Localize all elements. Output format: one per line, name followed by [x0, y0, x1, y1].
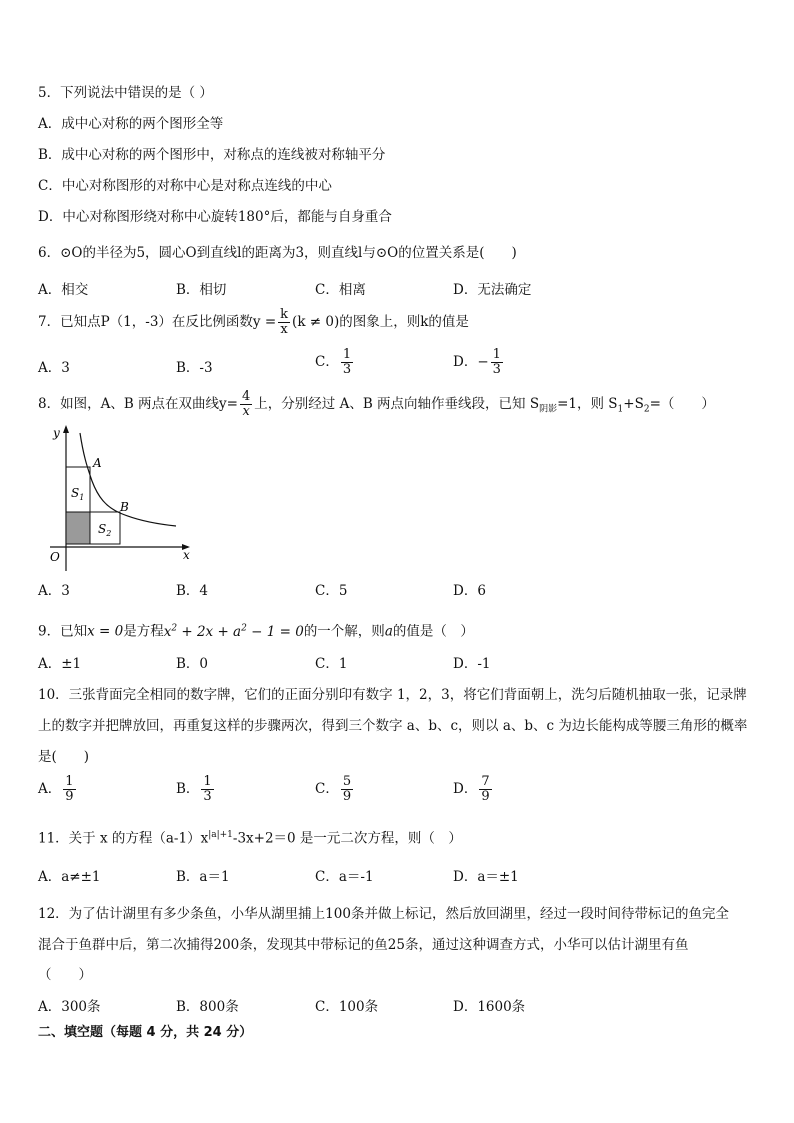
q12-option-a: A．300条: [38, 999, 101, 1015]
q8-option-b: B．4: [176, 583, 209, 599]
q7-option-b: B．-3: [176, 360, 213, 376]
q9-stem: 9．已知x = 0是方程$x^2 + 2x + a^2 - 1 = 0$的一个解，则a的值是（ ）: [38, 623, 474, 640]
s1-label: $S_1$: [71, 486, 85, 502]
q12-line2: 混合于鱼群中后，第二次捕得200条，发现其中带标记的鱼25条，通过这种调查方式，小华可以估计湖里有鱼: [38, 937, 689, 953]
hyperbola-graph: [36, 425, 196, 575]
q10-option-c: C． $\frac{5}{9}$: [315, 774, 352, 804]
q6-option-b: B．相切: [176, 282, 227, 298]
q9-option-a: A．±1: [38, 656, 82, 672]
q12-line3: （ ）: [38, 967, 92, 983]
s2-label: $S_2$: [98, 522, 112, 538]
q9-option-c: C．1: [315, 656, 348, 672]
point-a-label: A: [93, 456, 102, 470]
q12-option-d: D．1600条: [453, 999, 526, 1015]
q9-condition: x = 0: [87, 623, 124, 640]
section-2-heading: 二、填空题（每题 4 分，共 24 分）: [38, 1025, 253, 1040]
q7-stem: [38, 308, 469, 337]
q8-option-a: A．3: [38, 583, 70, 599]
q8-option-d: D．6: [453, 583, 486, 599]
q7-option-c: C． $\frac{1}{3}$: [315, 347, 352, 377]
point-b-label: B: [120, 500, 129, 514]
q7-option-d: D．− $\frac{1}{3}$: [453, 347, 501, 377]
q10-option-d: D． $\frac{7}{9}$: [453, 774, 490, 804]
q7-stem-post: 的图象上，则k的值是: [339, 314, 469, 330]
q6-option-d: D．无法确定: [453, 282, 532, 298]
q5-option-c: C．中心对称图形的对称中心是对称点连线的中心: [38, 178, 332, 194]
q10-line1: 10．三张背面完全相同的数字牌，它们的正面分别印有数字 1，2，3，将它们背面朝上，洗匀后随机抽取一张，记录牌: [38, 687, 747, 703]
q10-option-b: B． $\frac{1}{3}$: [176, 774, 212, 804]
q7-option-a: A．3: [38, 360, 70, 376]
q10-option-a: A． $\frac{1}{9}$: [38, 774, 74, 804]
q5-option-d: D．中心对称图形绕对称中心旋转180°后，都能与自身重合: [38, 209, 392, 225]
q7-stem-pre: 7．已知点P（1，-3）在反比例函数y =: [38, 314, 277, 330]
y-label: y: [53, 426, 60, 440]
q9-option-d: D．-1: [453, 656, 491, 672]
q10-line2: 上的数字并把牌放回，再重复这样的步骤两次，得到三个数字 a、b、c，则以 a、b、c 为边长能构成等腰三角形的概率: [38, 718, 748, 734]
q8-fraction: $\frac{4}{x}$: [242, 389, 251, 419]
q7-condition: (k ≠ 0): [292, 314, 340, 330]
q8-option-c: C．5: [315, 583, 348, 599]
shaded-region: [66, 512, 90, 544]
q11-option-a: A．a≠±1: [38, 869, 101, 885]
q11-option-c: C．a＝-1: [315, 869, 374, 885]
q7-fraction: $\frac{k}{x}$: [280, 307, 289, 337]
q9-equation: $x^2 + 2x + a^2 - 1 = 0$: [163, 623, 304, 640]
q11-option-d: D．a＝±1: [453, 869, 519, 885]
x-label: x: [183, 548, 190, 562]
q5-option-a: A．成中心对称的两个图形全等: [38, 116, 224, 132]
q6-option-c: C．相离: [315, 282, 366, 298]
q9-option-b: B．0: [176, 656, 209, 672]
origin-label: O: [50, 550, 60, 564]
q5-option-b: B．成中心对称的两个图形中，对称点的连线被对称轴平分: [38, 147, 386, 163]
q5-stem: 5．下列说法中错误的是（ ）: [38, 85, 213, 101]
q11-option-b: B．a＝1: [176, 869, 230, 885]
q8-stem: 8．如图，A、B 两点在双曲线y= $\frac{4}{x}$ 上，分别经过 A、B 两点向轴作垂线段，已知 $S_{阴影}=1$，则 $S_1+S_2=$（ ）: [38, 389, 715, 419]
q11-stem: 11．关于 x 的方程$(a-1)x^{|a|+1}-3x+2=0$ 是一元二次方程，则（ ）: [38, 830, 462, 847]
q6-option-a: A．相交: [38, 282, 89, 298]
q12-line1: 12．为了估计湖里有多少条鱼，小华从湖里捕上100条并做上标记，然后放回湖里，经过一段时间待带标记的鱼完全: [38, 906, 729, 922]
q12-option-c: C．100条: [315, 999, 379, 1015]
q12-option-b: B．800条: [176, 999, 239, 1015]
q10-line3: 是( ): [38, 749, 90, 765]
q6-stem: 6．⊙O的半径为5，圆心O到直线l的距离为3，则直线l与⊙O的位置关系是( ): [38, 245, 517, 261]
y-axis-arrow: [63, 425, 69, 433]
